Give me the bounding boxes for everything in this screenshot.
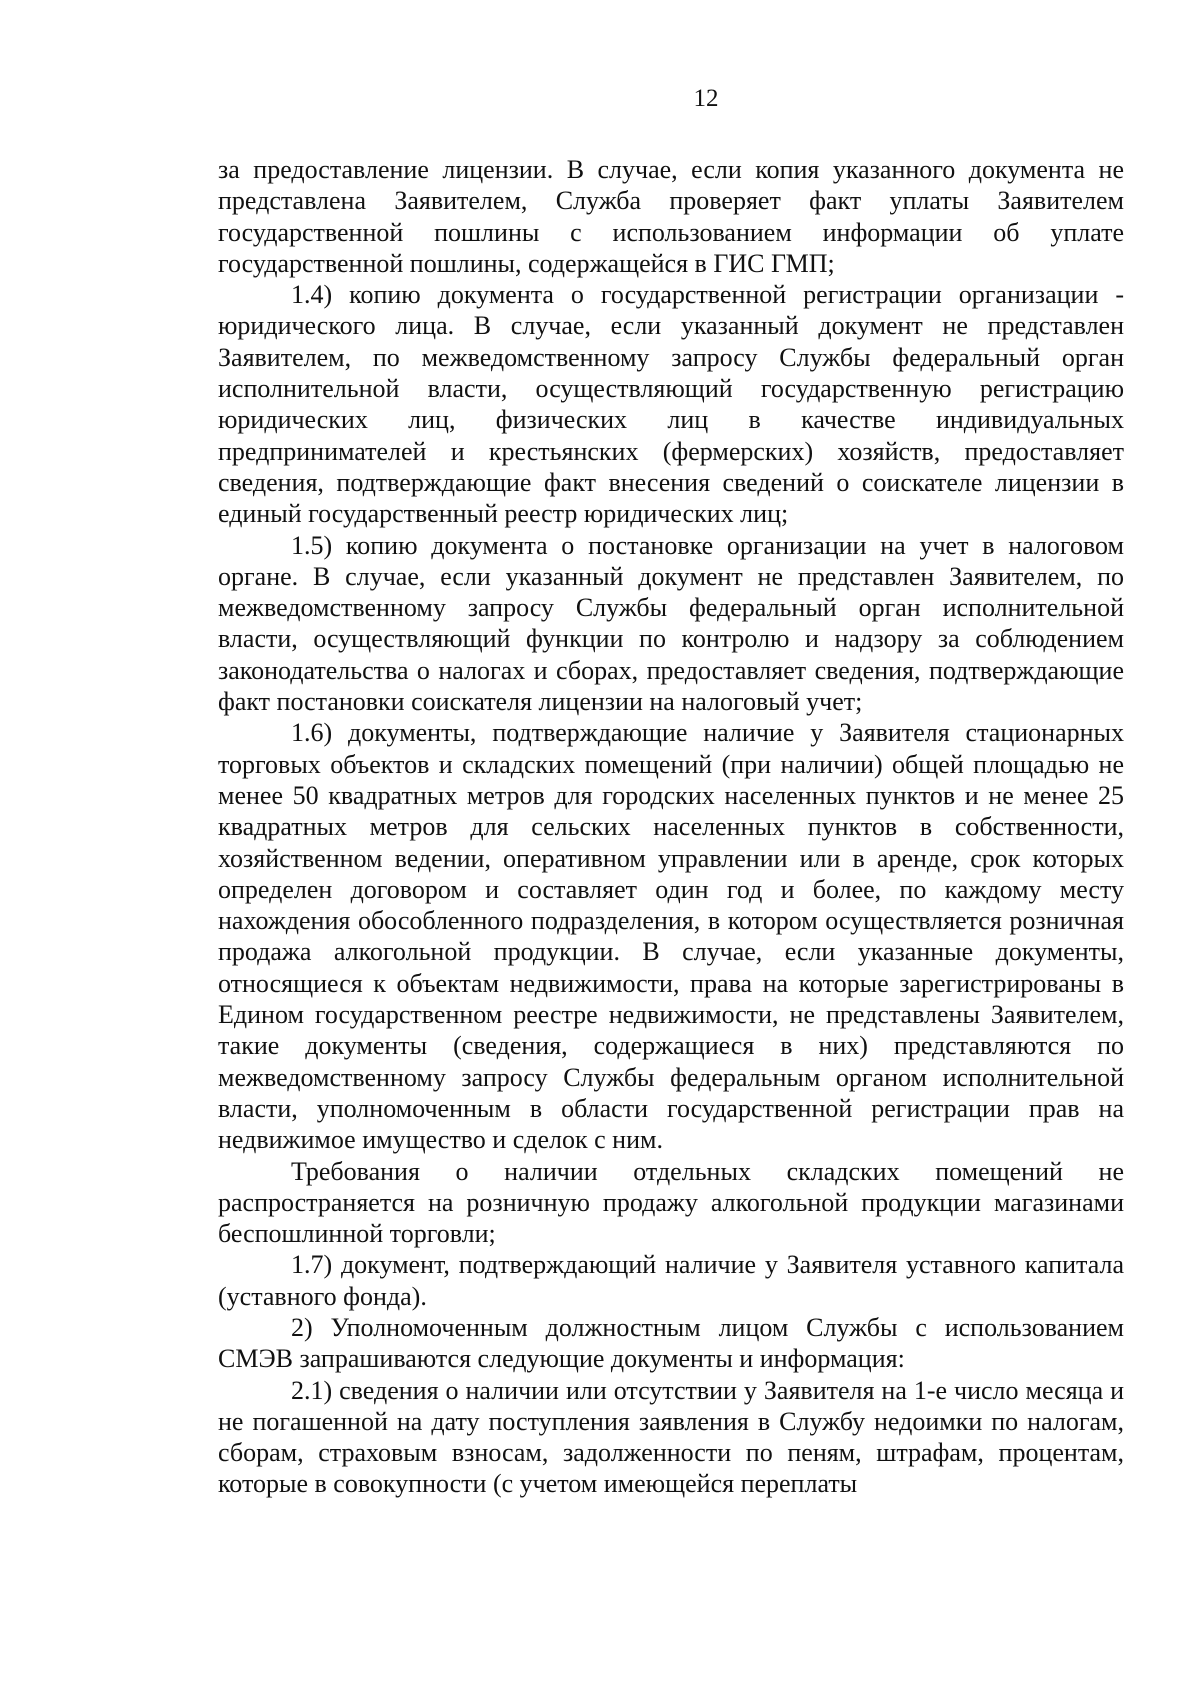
paragraph-requirements: Требования о наличии отдельных складских помещений не распространяется на розничную продажу алкогольной продукции магазинами беспошлинной торговли; bbox=[218, 1156, 1124, 1249]
paragraph-item-2: 2) Уполномоченным должностным лицом Службы с использованием СМЭВ запрашиваются следующие документы и информация: bbox=[218, 1312, 1124, 1374]
page-number: 12 bbox=[693, 85, 719, 112]
document-body bbox=[218, 154, 1124, 1500]
paragraph-item-2-1: 2.1) сведения о наличии или отсутствии у Заявителя на 1-е число месяца и не погашенной на дату поступления заявления в Службу недоимки по налогам, сборам, страховым взносам, задолженности по пеням, штрафам, процентам, которые в совокупности (с учетом имеющейся переплаты bbox=[218, 1375, 1124, 1499]
paragraph-continuation: за предоставление лицензии. В случае, если копия указанного документа не представлена Заявителем, Служба проверяет факт уплаты Заявителем государственной пошлины с использованием информации об уплате государственной пошлины, содержащейся в ГИС ГМП; bbox=[218, 155, 1124, 278]
paragraph-item-1-6: 1.6) документы, подтверждающие наличие у Заявителя стационарных торговых объектов и складских помещений (при наличии) общей площадью не менее 50 квадратных метров для городских населенных пунктов и не менее 25 квадратных метров для сельских населенных пунктов в собственности, хозяйственном ведении, оперативном управлении или в аренде, срок которых определен договором и составляет один год и более, по каждому месту нахождения обособленного подразделения, в котором осуществляется розничная продажа алкогольной продукции. В случае, если указанные документы, относящиеся к объектам недвижимости, права на которые зарегистрированы в Едином государственном реестре недвижимости, не представлены Заявителем, такие документы (сведения, содержащиеся в них) представляются по межведомственному запросу Службы федеральным органом исполнительной власти, уполномоченным в области государственной регистрации прав на недвижимое имущество и сделок с ним. bbox=[218, 718, 1124, 1155]
paragraph-item-1-4: 1.4) копию документа о государственной регистрации организации - юридического лица. В случае, если указанный документ не представлен Заявителем, по межведомственному запросу Службы федеральный орган исполнительной власти, осуществляющий государственную регистрацию юридических лиц, физических лиц в качестве индивидуальных предпринимателей и крестьянских (фермерских) хозяйств, предоставляет сведения, подтверждающие факт внесения сведений о соискателе лицензии в единый государственный реестр юридических лиц; bbox=[218, 280, 1124, 529]
paragraph-item-1-5: 1.5) копию документа о постановке организации на учет в налоговом органе. В случае, если указанный документ не представлен Заявителем, по межведомственному запросу Службы федеральный орган исполнительной власти, осуществляющий функции по контролю и надзору за соблюдением законодательства о налогах и сборах, предоставляет сведения, подтверждающие факт постановки соискателя лицензии на налоговый учет; bbox=[218, 530, 1124, 717]
paragraph-item-1-7: 1.7) документ, подтверждающий наличие у Заявителя уставного капитала (уставного фонда). bbox=[218, 1250, 1124, 1311]
